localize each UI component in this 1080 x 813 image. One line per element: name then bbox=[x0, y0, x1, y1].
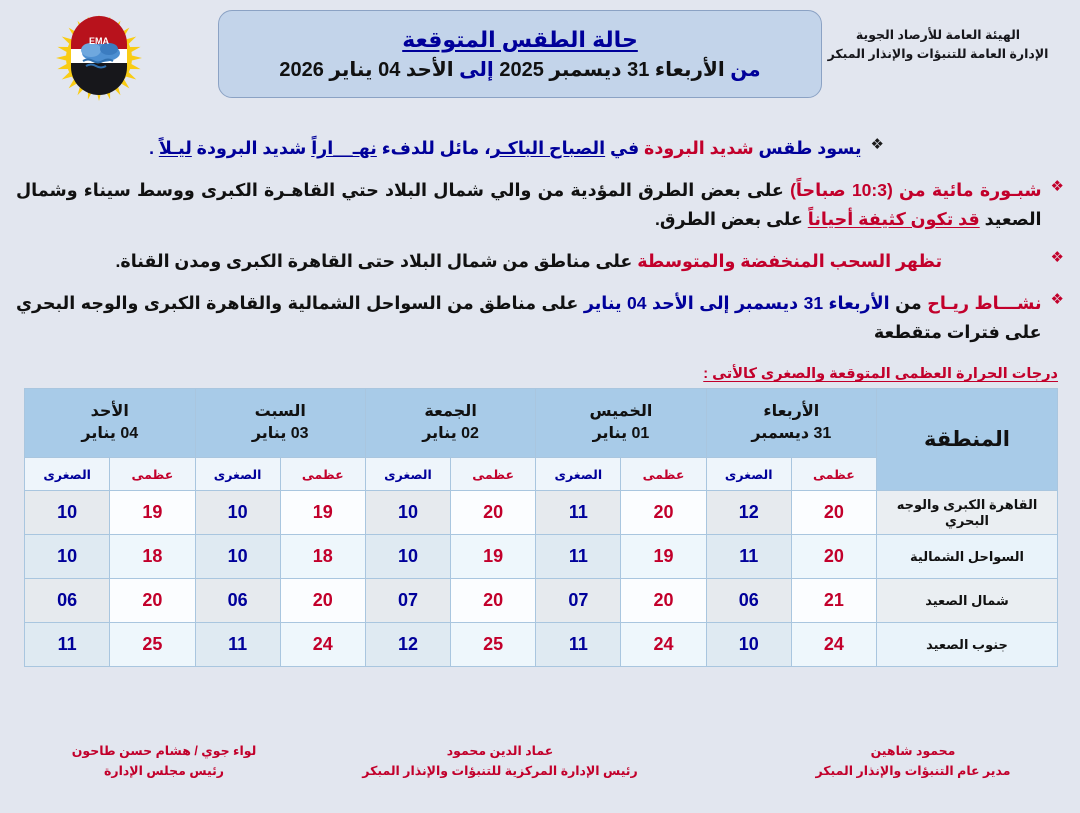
min-temp-cell: 11 bbox=[536, 623, 621, 667]
max-temp-cell: 19 bbox=[621, 535, 706, 579]
max-temp-cell: 20 bbox=[621, 579, 706, 623]
min-temp-cell: 10 bbox=[365, 535, 450, 579]
min-temp-cell: 06 bbox=[706, 579, 791, 623]
max-temp-cell: 25 bbox=[451, 623, 536, 667]
day-name: الأربعاء bbox=[763, 402, 820, 420]
min-temp-subheader: الصغرى bbox=[25, 458, 110, 491]
min-temp-cell: 10 bbox=[195, 491, 280, 535]
forecast-bullet-text bbox=[16, 247, 1042, 275]
organization-name bbox=[818, 26, 1058, 65]
organization-line-1: الهيئة العامة للأرصاد الجوية bbox=[855, 28, 1021, 42]
day-column-header bbox=[195, 389, 365, 458]
min-temp-cell: 10 bbox=[25, 491, 110, 535]
min-temp-subheader: الصغرى bbox=[536, 458, 621, 491]
min-temp-subheader: الصغرى bbox=[195, 458, 280, 491]
signature-name: لواء جوي / هشام حسن طاحون bbox=[71, 744, 257, 758]
signature-name: عماد الدين محمود bbox=[446, 744, 554, 758]
max-temp-cell: 20 bbox=[451, 491, 536, 535]
day-date: 03 يناير bbox=[251, 425, 309, 443]
forecast-text-segment: نشـــاط ريـاح bbox=[927, 293, 1042, 314]
forecast-text-segment: تظهر السحب المنخفضة والمتوسطة bbox=[637, 251, 943, 272]
region-name-cell: القاهرة الكبرى والوجه البحري bbox=[877, 491, 1058, 535]
signature-forecast-director bbox=[768, 741, 1058, 781]
max-temp-cell: 24 bbox=[621, 623, 706, 667]
forecast-text-segment: يسود طقس bbox=[753, 138, 862, 158]
forecast-text-segment: الأربعاء 31 ديسمبر bbox=[735, 293, 890, 314]
forecast-text-segment: شديد البرودة bbox=[644, 138, 754, 158]
region-column-header: المنطقة bbox=[877, 389, 1058, 491]
min-temp-cell: 10 bbox=[706, 623, 791, 667]
forecast-text-segment: نهـ__اراً bbox=[311, 138, 377, 158]
max-temp-cell: 24 bbox=[791, 623, 876, 667]
day-column-header bbox=[25, 389, 196, 458]
day-column-header bbox=[365, 389, 535, 458]
signature-board-chairman bbox=[34, 741, 294, 781]
date-range-to: الأحد 04 يناير 2026 bbox=[279, 58, 454, 81]
max-temp-subheader: عظمى bbox=[451, 458, 536, 491]
min-temp-cell: 10 bbox=[25, 535, 110, 579]
date-range-to-label: إلى bbox=[459, 58, 494, 81]
max-temp-subheader: عظمى bbox=[621, 458, 706, 491]
max-temp-subheader: عظمى bbox=[110, 458, 195, 491]
forecast-text-segment: الأحد 04 يناير bbox=[583, 293, 694, 314]
signature-role: مدير عام التنبؤات والإنذار المبكر bbox=[815, 764, 1011, 778]
temperature-table-body bbox=[25, 389, 1058, 667]
max-temp-cell: 24 bbox=[280, 623, 365, 667]
min-temp-cell: 11 bbox=[195, 623, 280, 667]
max-temp-cell: 25 bbox=[110, 623, 195, 667]
temperature-table-caption: درجات الحرارة العظمى المتوقعة والصغرى كالأتى : bbox=[703, 366, 1058, 383]
forecast-bullet bbox=[16, 176, 1064, 233]
signature-role: رئيس الإدارة المركزية للتنبؤات والإنذار المبكر bbox=[362, 764, 638, 778]
min-temp-cell: 07 bbox=[365, 579, 450, 623]
forecast-text-segment: الصباح الباكـر bbox=[490, 138, 606, 158]
forecast-bullet-text bbox=[16, 289, 1042, 346]
forecast-text-segment: إلى bbox=[693, 293, 735, 314]
min-temp-cell: 11 bbox=[25, 623, 110, 667]
forecast-bullet-text bbox=[16, 176, 1042, 233]
ema-logo bbox=[42, 14, 156, 102]
min-temp-cell: 12 bbox=[365, 623, 450, 667]
day-name: السبت bbox=[254, 402, 306, 420]
min-temp-cell: 10 bbox=[365, 491, 450, 535]
max-temp-cell: 19 bbox=[451, 535, 536, 579]
forecast-text-segment: على بعض الطرق. bbox=[655, 208, 808, 229]
table-row bbox=[25, 623, 1058, 667]
table-row bbox=[25, 491, 1058, 535]
page-footer bbox=[0, 741, 1080, 795]
signature-central-department-head bbox=[340, 741, 660, 781]
temperature-forecast-table bbox=[24, 388, 1058, 667]
table-header-days-row bbox=[25, 389, 1058, 458]
min-temp-cell: 11 bbox=[706, 535, 791, 579]
forecast-text-segment: في bbox=[605, 138, 645, 158]
region-name-cell: السواحل الشمالية bbox=[877, 535, 1058, 579]
day-date: 01 يناير bbox=[592, 425, 650, 443]
date-range-from: الأربعاء 31 ديسمبر 2025 bbox=[499, 58, 725, 81]
max-temp-cell: 20 bbox=[791, 491, 876, 535]
day-column-header bbox=[706, 389, 876, 458]
forecast-text-segment: على مناطق من السواحل الشمالية والقاهرة الكبرى والوجه البحري على فترات متقطعة bbox=[16, 293, 1042, 342]
min-temp-subheader: الصغرى bbox=[365, 458, 450, 491]
bullet-diamond-icon: ❖ bbox=[1050, 178, 1064, 196]
max-temp-cell: 19 bbox=[110, 491, 195, 535]
logo-acronym: EMA bbox=[89, 36, 109, 46]
forecast-text-segment: على مناطق من شمال البلاد حتى القاهرة الكبرى ومدن القناة. bbox=[115, 251, 638, 272]
date-range-prefix: من bbox=[730, 58, 761, 81]
day-name: الخميس bbox=[589, 402, 653, 420]
forecast-summary-list bbox=[16, 134, 1064, 346]
max-temp-cell: 20 bbox=[280, 579, 365, 623]
day-date: 02 يناير bbox=[422, 425, 479, 443]
max-temp-subheader: عظمى bbox=[280, 458, 365, 491]
max-temp-cell: 20 bbox=[110, 579, 195, 623]
min-temp-cell: 06 bbox=[25, 579, 110, 623]
forecast-text-segment: . bbox=[149, 138, 159, 158]
forecast-bullet bbox=[16, 134, 884, 162]
forecast-text-segment: شبـورة مائية من (10:3 صباحاً) bbox=[790, 180, 1042, 201]
day-date: 04 يناير bbox=[81, 425, 139, 443]
max-temp-cell: 20 bbox=[621, 491, 706, 535]
forecast-title-box bbox=[218, 10, 822, 98]
min-temp-cell: 12 bbox=[706, 491, 791, 535]
min-temp-subheader: الصغرى bbox=[706, 458, 791, 491]
region-name-cell: جنوب الصعيد bbox=[877, 623, 1058, 667]
organization-line-2: الإدارة العامة للتنبؤات والإنذار المبكر bbox=[827, 47, 1049, 62]
table-row bbox=[25, 535, 1058, 579]
bullet-diamond-icon: ❖ bbox=[870, 136, 884, 153]
forecast-bullet bbox=[16, 247, 1064, 275]
forecast-date-range bbox=[279, 57, 760, 82]
forecast-text-segment: على بعض الطرق المؤدية من والي شمال البلاد حتي القاهـرة الكبرى ووسط سيناء وشمال الصعيد bbox=[16, 180, 1042, 229]
min-temp-cell: 11 bbox=[536, 535, 621, 579]
signature-role: رئيس مجلس الإدارة bbox=[104, 764, 224, 778]
max-temp-cell: 18 bbox=[110, 535, 195, 579]
forecast-text-segment: قد تكون كثيفة أحياناً bbox=[807, 208, 980, 229]
page-title: حالة الطقس المتوقعة bbox=[402, 26, 638, 52]
day-date: 31 ديسمبر bbox=[751, 425, 832, 443]
page-header bbox=[0, 0, 1080, 112]
bullet-diamond-icon: ❖ bbox=[1050, 249, 1064, 267]
bullet-diamond-icon: ❖ bbox=[1050, 291, 1064, 309]
forecast-text-segment: من bbox=[889, 293, 928, 314]
day-name: الجمعة bbox=[424, 402, 477, 420]
day-column-header bbox=[536, 389, 706, 458]
min-temp-cell: 11 bbox=[536, 491, 621, 535]
max-temp-cell: 18 bbox=[280, 535, 365, 579]
min-temp-cell: 07 bbox=[536, 579, 621, 623]
forecast-text-segment: ليـلاً bbox=[158, 138, 192, 158]
day-name: الأحد bbox=[90, 402, 129, 420]
signature-name: محمود شاهين bbox=[870, 744, 956, 758]
max-temp-cell: 20 bbox=[451, 579, 536, 623]
region-name-cell: شمال الصعيد bbox=[877, 579, 1058, 623]
forecast-bullet bbox=[16, 289, 1064, 346]
table-row bbox=[25, 579, 1058, 623]
forecast-text-segment: شديد البرودة bbox=[191, 138, 312, 158]
forecast-bullet-text bbox=[16, 134, 862, 162]
min-temp-cell: 10 bbox=[195, 535, 280, 579]
max-temp-cell: 20 bbox=[791, 535, 876, 579]
forecast-text-segment: ، مائل للدفء bbox=[376, 138, 491, 158]
max-temp-cell: 19 bbox=[280, 491, 365, 535]
max-temp-subheader: عظمى bbox=[791, 458, 876, 491]
max-temp-cell: 21 bbox=[791, 579, 876, 623]
min-temp-cell: 06 bbox=[195, 579, 280, 623]
